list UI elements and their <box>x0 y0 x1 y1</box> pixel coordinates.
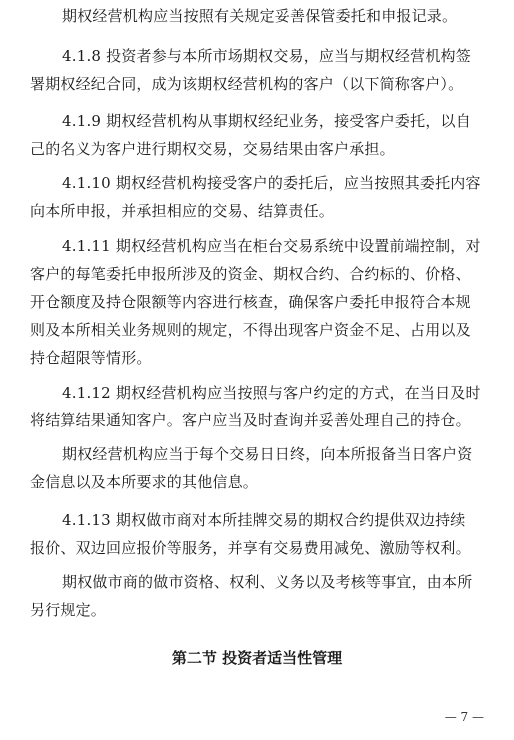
article-4-1-11-line-5: 持仓超限等情形。 <box>30 349 152 367</box>
article-4-1-9-line-1: 4.1.9 期权经营机构从事期权经纪业务，接受客户委托，以自 <box>62 112 471 130</box>
paragraph-line: 期权经营机构应当于每个交易日日终，向本所报备当日客户资 <box>62 445 473 463</box>
article-4-1-10-line-1: 4.1.10 期权经营机构接受客户的委托后，应当按照其委托内容 <box>62 174 481 192</box>
article-4-1-11-line-3: 开仓额度及持仓限额等内容进行核查，确保客户委托申报符合本规 <box>30 293 471 311</box>
article-4-1-11-line-1: 4.1.11 期权经营机构应当在柜台交易系统中设置前端控制，对 <box>62 237 481 255</box>
article-4-1-11-line-4: 则及本所相关业务规则的规定，不得出现客户资金不足、占用以及 <box>30 321 471 339</box>
article-4-1-8-line-1: 4.1.8 投资者参与本所市场期权交易，应当与期权经营机构签 <box>62 47 471 65</box>
page-number: — 7 — <box>444 710 484 724</box>
article-4-1-12-line-2: 将结算结果通知客户。客户应当及时查询并妥善处理自己的持仓。 <box>30 411 471 429</box>
paragraph-line: 金信息以及本所要求的其他信息。 <box>30 473 259 491</box>
article-4-1-12-line-1: 4.1.12 期权经营机构应当按照与客户约定的方式，在当日及时 <box>62 384 481 402</box>
article-4-1-13-line-1: 4.1.13 期权做市商对本所挂牌交易的期权合约提供双边持续 <box>62 511 466 529</box>
section-heading: 第二节 投资者适当性管理 <box>171 649 343 667</box>
article-4-1-8-line-2: 署期权经纪合同，成为该期权经营机构的客户（以下简称客户）。 <box>30 75 464 93</box>
article-4-1-11-line-2: 客户的每笔委托申报所涉及的资金、期权合约、合约标的、价格、 <box>30 265 471 283</box>
article-4-1-13-line-2: 报价、双边回应报价等服务，并享有交易费用减免、激励等权利。 <box>30 539 471 557</box>
article-4-1-10-line-2: 向本所申报，并承担相应的交易、结算责任。 <box>30 202 335 220</box>
paragraph-line: 期权做市商的做市资格、权利、义务以及考核等事宜，由本所 <box>62 573 473 591</box>
paragraph-line: 期权经营机构应当按照有关规定妥善保管委托和申报记录。 <box>62 7 458 25</box>
article-4-1-9-line-2: 己的名义为客户进行期权交易，交易结果由客户承担。 <box>30 140 395 158</box>
paragraph-line: 另行规定。 <box>30 601 107 619</box>
